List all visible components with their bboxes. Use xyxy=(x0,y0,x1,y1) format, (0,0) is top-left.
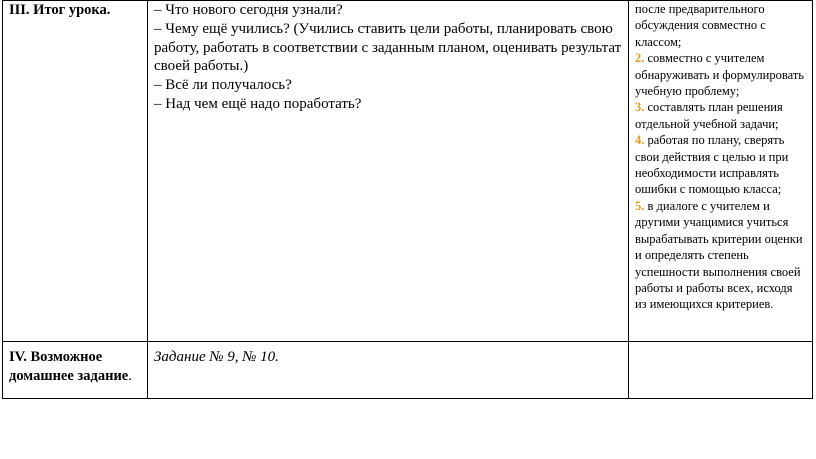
activity-line: – Над чем ещё надо поработать? xyxy=(154,95,362,112)
skill-item xyxy=(635,198,806,313)
skill-item xyxy=(635,132,806,198)
skills-intro: после предварительного обсуждения совместно с классом; xyxy=(635,2,766,49)
activity-cell xyxy=(148,1,629,342)
activity-line: – Всё ли получалось? xyxy=(154,77,292,94)
table-row-summary xyxy=(3,1,813,342)
stage-cell xyxy=(3,1,148,342)
skill-number: 2. xyxy=(635,51,645,66)
skill-number: 4. xyxy=(635,133,645,148)
skill-number: 5. xyxy=(635,198,645,213)
skill-number: 3. xyxy=(635,100,645,115)
activity-line: – Чему ещё учились? (Учились ставить цели работы, планировать свою работу, работать в соответствии с заданным планом, оценивать результат своей работы.) xyxy=(154,20,622,75)
skills-list xyxy=(635,1,806,313)
skill-item xyxy=(635,99,806,132)
table-row-homework xyxy=(3,342,813,399)
skill-text: совместно с учителем обнаруживать и формулировать учебную проблему; xyxy=(635,51,804,99)
skill-item xyxy=(635,50,806,99)
homework-text: Задание № 9, № 10. xyxy=(154,349,279,365)
lesson-plan-table xyxy=(2,0,813,399)
stage-title-end: . xyxy=(128,368,132,384)
skills-cell xyxy=(629,1,813,342)
skill-text: составлять план решения отдельной учебной задачи; xyxy=(635,100,783,131)
skills-cell-empty xyxy=(629,342,813,399)
activity-cell xyxy=(148,342,629,399)
skill-text: работая по плану, сверять свои действия с целью и при необходимости исправлять ошибки с помощью класса; xyxy=(635,133,789,197)
stage-title-text: IV. Возможное домашнее задание xyxy=(9,349,129,384)
stage-title: III. Итог урока. xyxy=(9,2,111,18)
activity-line: – Что нового сегодня узнали? xyxy=(154,2,343,18)
stage-cell xyxy=(3,342,148,399)
stage-title xyxy=(9,348,141,386)
skill-text: в диалоге с учителем и другими учащимися учиться вырабатывать критерии оценки и определять степень успешности выполнения своей работы и работы всех, исходя из имеющихся критериев. xyxy=(635,198,803,312)
